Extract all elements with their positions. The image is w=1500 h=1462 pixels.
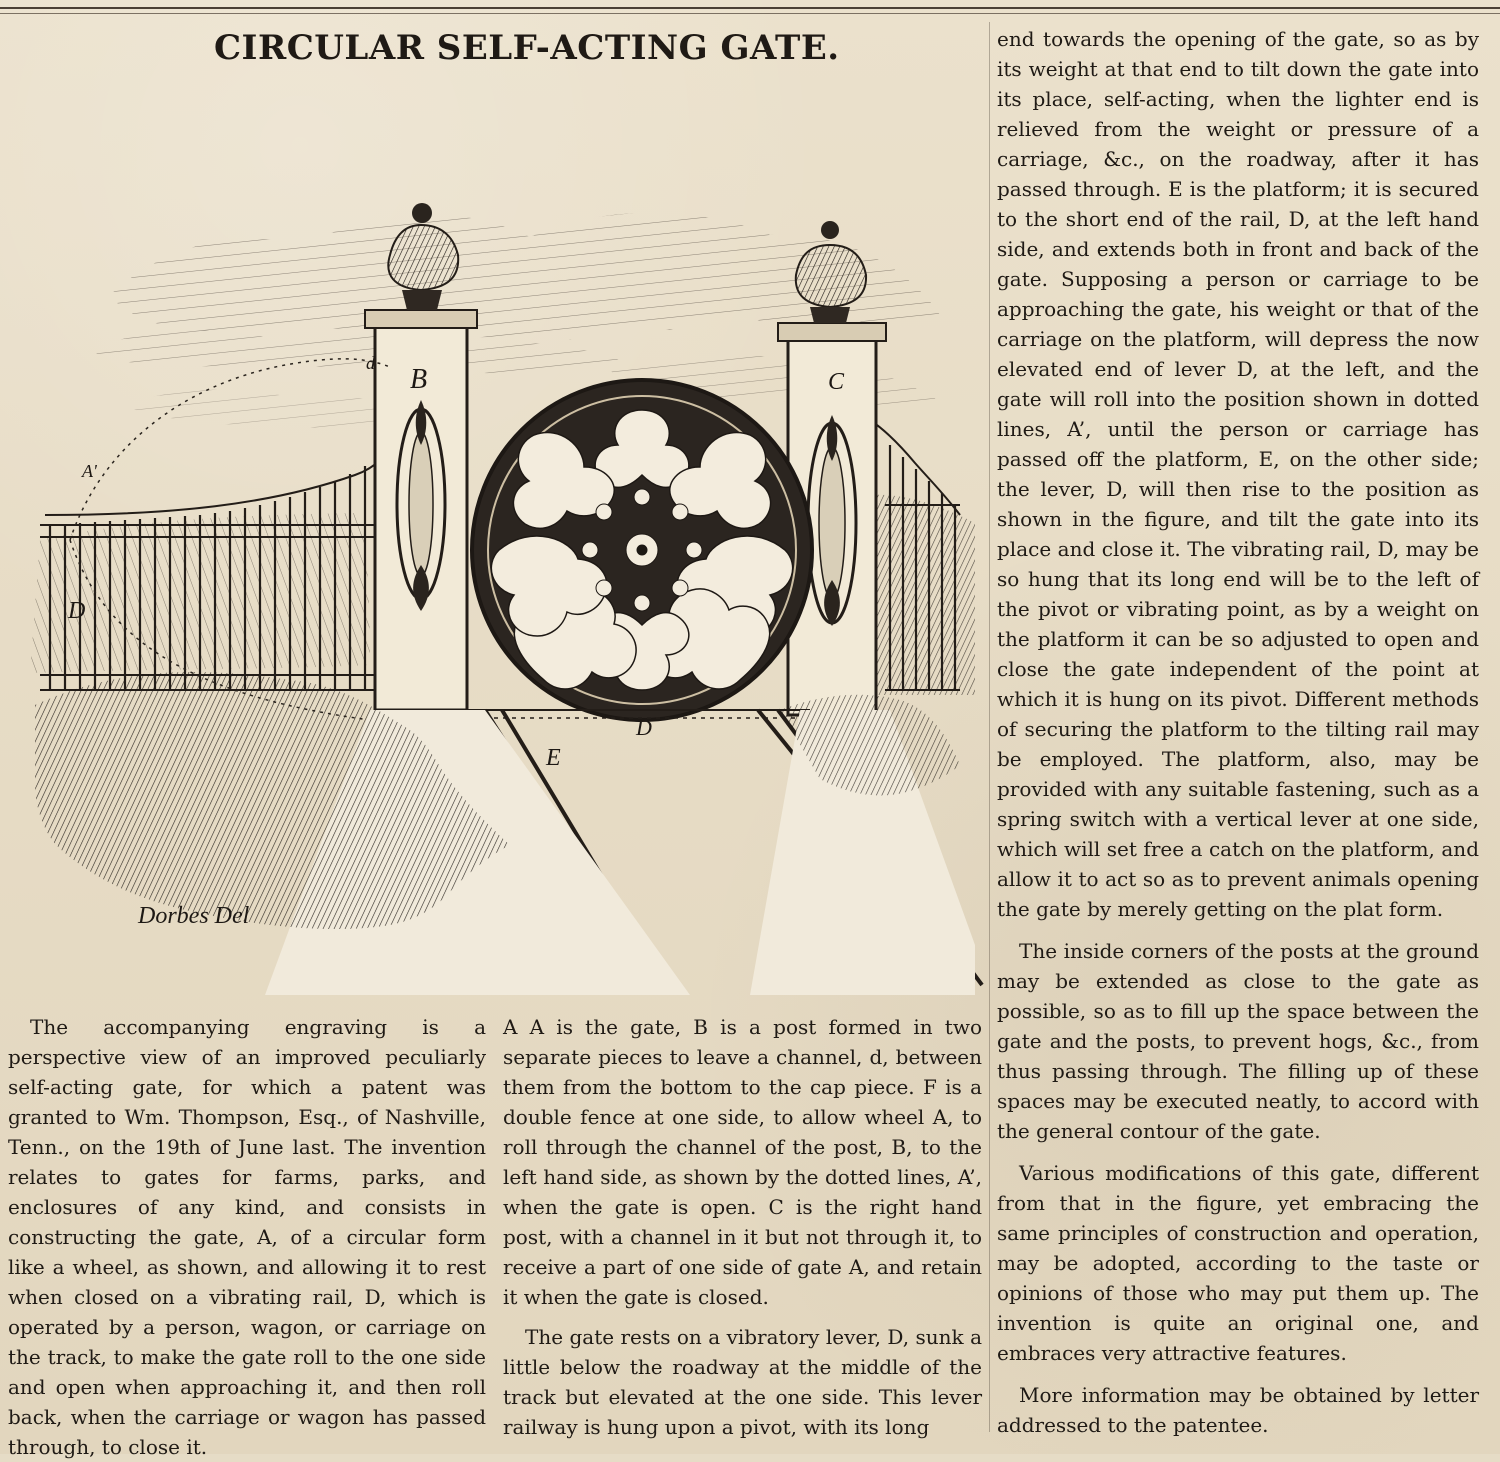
article-column-middle [503,1012,982,1442]
article-paragraph: The accompanying engraving is a perspective view of an improved peculiarly self-acting gate, for which a patent was granted to Wm. Thompson, Esq., of Nashville, Tenn., on the 19th of June last. The invention relates to gates for farms, parks, and enclosures of any kind, and consists in constructing the gate, A, of a circular form like a wheel, as shown, and allowing it to rest when closed on a vibrating rail, D, which is operated by a person, wagon, or carriage on the track, to make the gate roll to the one side and open when approaching it, and then roll back, when the carriage or wagon has passed through, to close it. [8,1015,486,1459]
top-rule [0,7,1500,9]
article-title: CIRCULAR SELF-ACTING GATE. [214,28,840,68]
article-paragraph: More information may be obtained by letter addressed to the patentee. [997,1383,1479,1437]
svg-text:d: d [366,353,375,373]
article-paragraph: The inside corners of the posts at the ground may be extended as close to the gate as possible, so as to fill up the space between the gate and the posts, to prevent hogs, &c., from thus passing through. The filling up of these spaces may be executed neatly, to accord with the general contour of the gate. [997,939,1479,1143]
svg-text:B: B [410,364,428,395]
svg-text:D: D [68,598,86,624]
article-column-right [997,24,1479,1440]
svg-text:Dorbes Del: Dorbes Del [138,903,250,929]
svg-text:E: E [546,745,561,771]
column-divider [989,22,990,1432]
road-and-grass [35,672,975,995]
article-paragraph: A A is the gate, B is a post formed in two separate pieces to leave a channel, d, between them from the bottom to the cap piece. F is a double fence at one side, to allow wheel A, to roll through the channel of the post, B, to the left hand side, as shown by the dotted lines, A’, when the gate is open. C is the right hand post, with a channel in it but not through it, to receive a part of one side of gate A, and retain it when the gate is closed. [503,1015,982,1309]
svg-text:C: C [828,369,845,395]
circular-gate [472,380,812,720]
svg-text:A': A' [82,461,97,481]
article-paragraph: The gate rests on a vibratory lever, D, sunk a little below the roadway at the middle of the track but elevated at the one side. This lever railway is hung upon a pivot, with its long [503,1325,982,1439]
article-column-left [8,1012,486,1462]
top-rule-secondary [0,13,1500,14]
article-paragraph: Various modifications of this gate, different from that in the figure, yet embracing the same principles of construction and operation, may be adopted, according to the taste or opinions of those who may put them up. The invention is quite an original one, and embraces very attractive features. [997,1161,1479,1365]
svg-text:D: D [636,715,652,740]
article-paragraph: end towards the opening of the gate, so as by its weight at that end to tilt down the gate into its place, self-acting, when the lighter end is relieved from the weight or pressure of a carriage, &c., on the roadway, after it has passed through. E is the platform; it is secured to the short end of the rail, D, at the left hand side, and extends both in front and back of the gate. Supposing a person or carriage to be approaching the gate, his weight or that of the carriage on the platform, will depress the now elevated end of lever D, at the left, and the gate will roll into the position shown in dotted lines, A’, until the person or carriage has passed off the platform, E, on the other side; the lever, D, will then rise to the position as shown in the figure, and tilt the gate into its place and close it. The vibrating rail, D, may be so hung that its long end will be to the left of the pivot or vibrating point, as by a weight on the platform it can be so adjusted to open and close the gate independent of the point at which it is hung on its pivot. Different methods of securing the platform to the tilting rail may be employed. The platform, also, may be provided with any suitable fastening, such as a spring switch with a vertical lever at one side, which will set free a catch on the platform, and allow it to act so as to prevent animals opening the gate by merely getting on the plat form. [997,27,1479,921]
gate-illustration [10,85,985,1000]
